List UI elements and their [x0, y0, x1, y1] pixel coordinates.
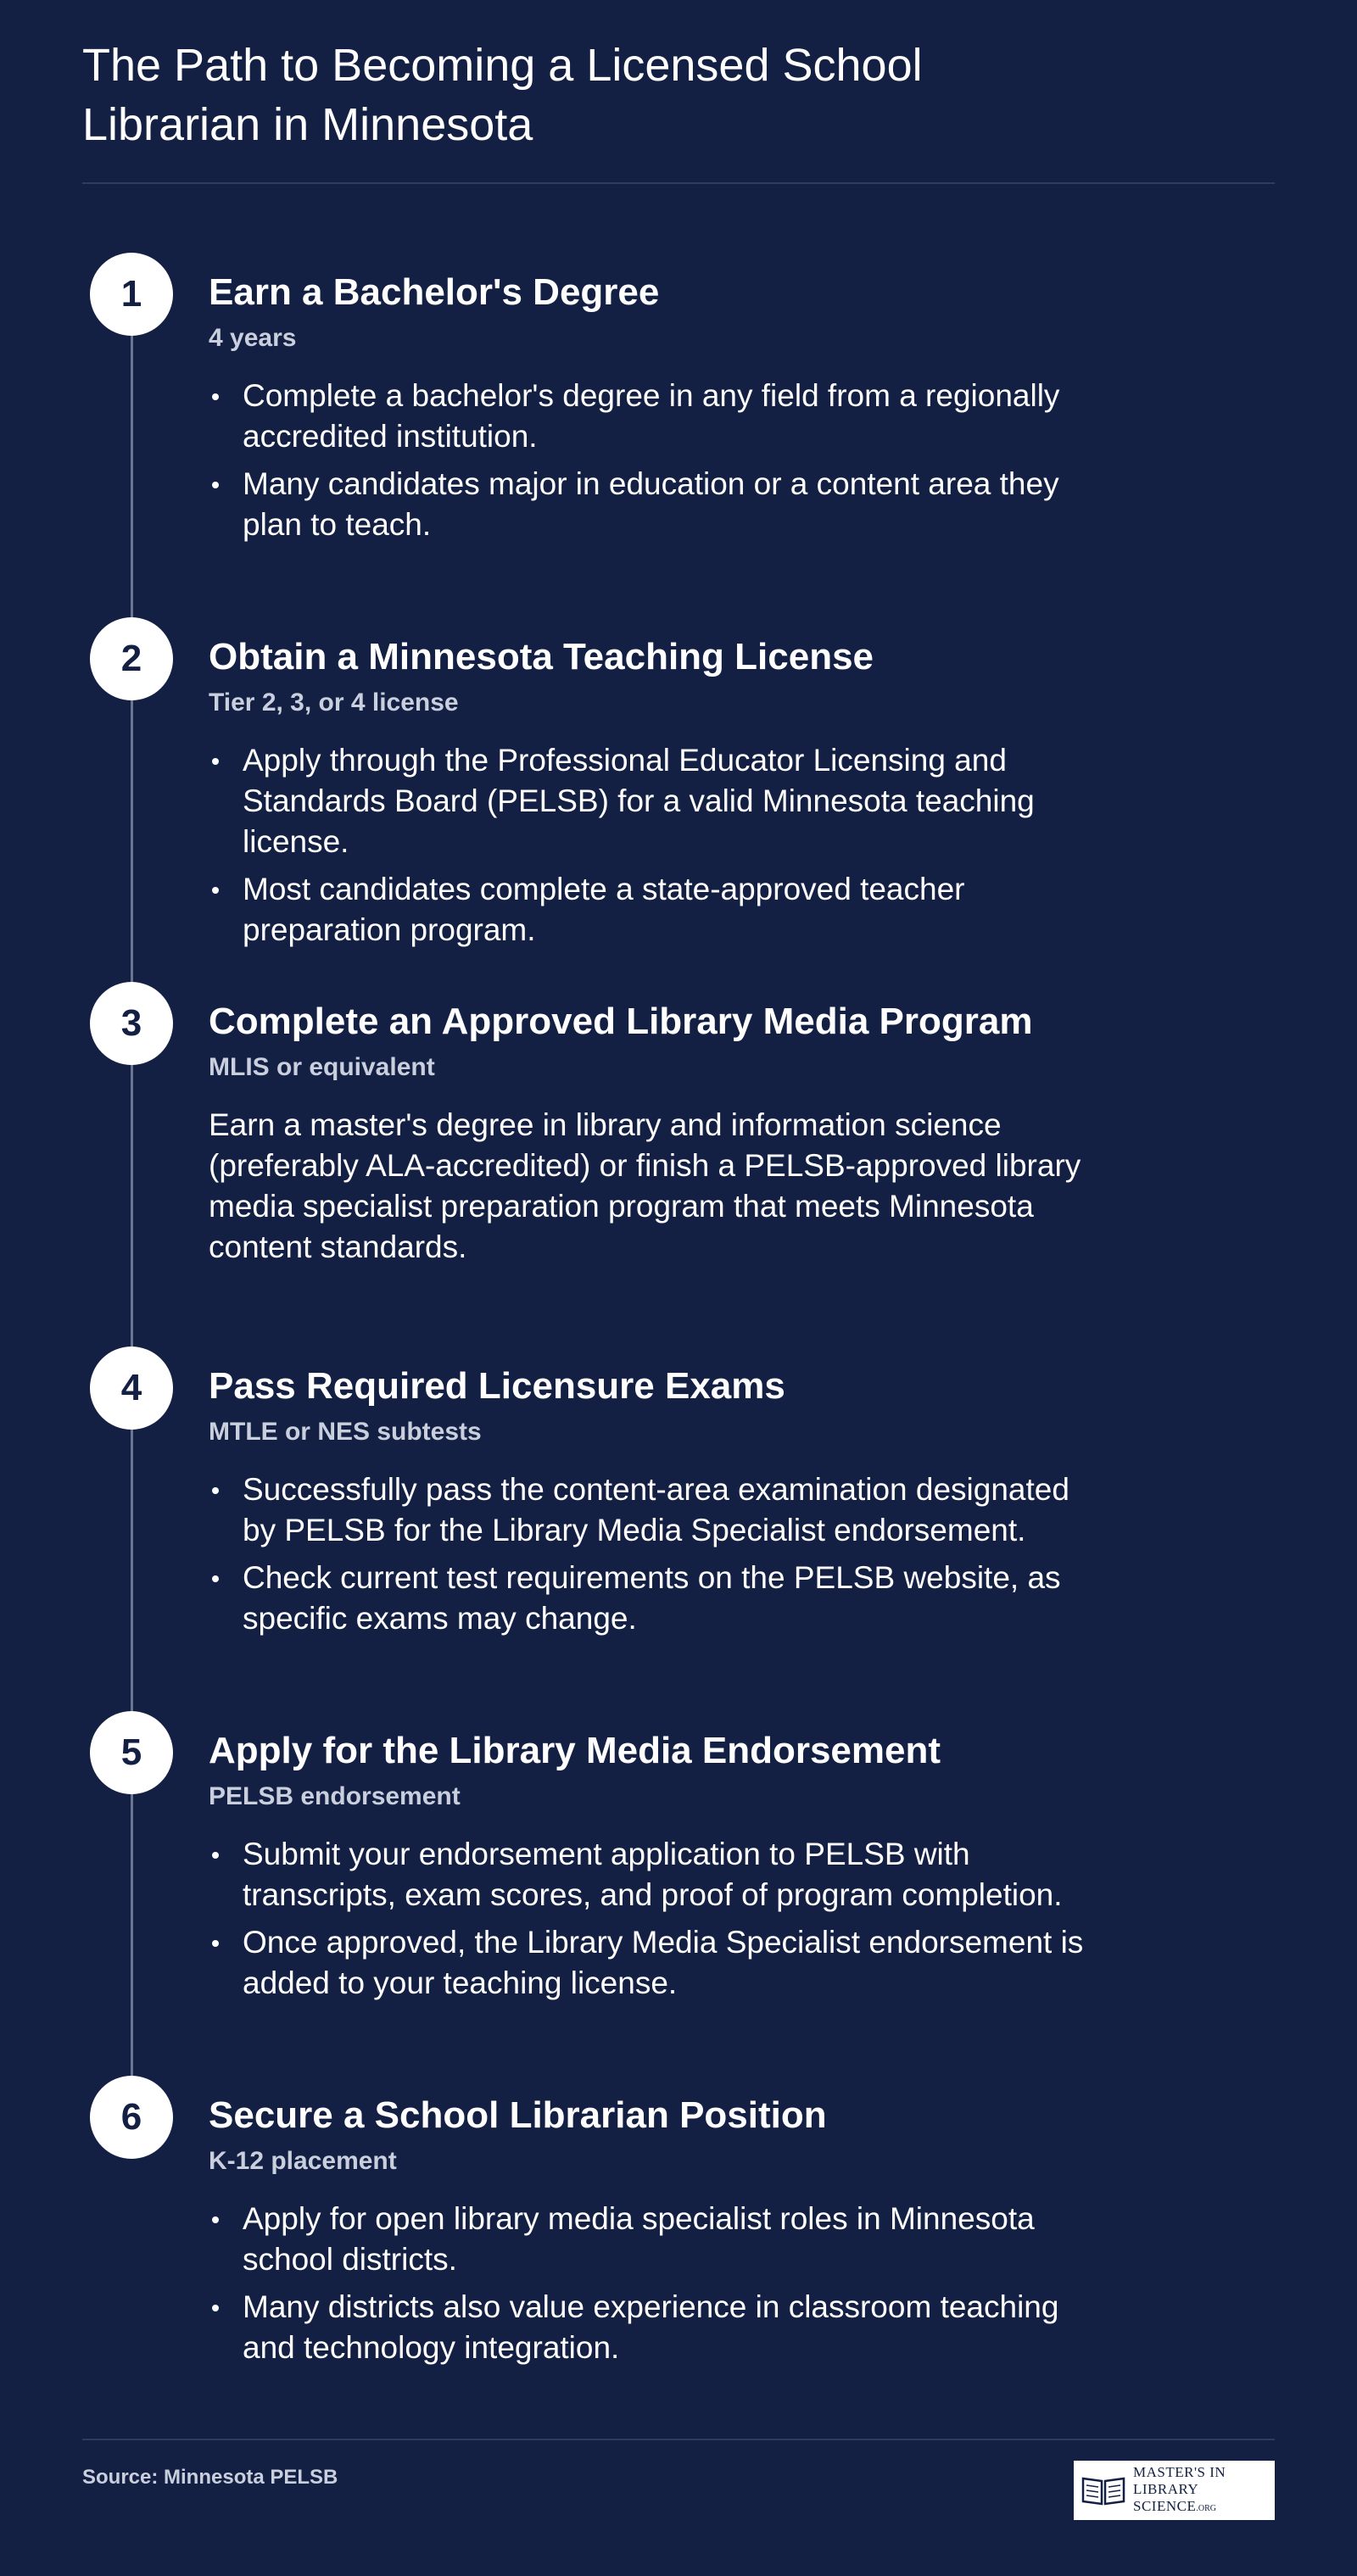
footer-divider — [82, 2439, 1275, 2440]
step-number-badge: 1 — [90, 253, 173, 336]
step-subtitle: Tier 2, 3, or 4 license — [209, 689, 459, 716]
step-number-badge: 6 — [90, 2076, 173, 2159]
bullet-item: Apply through the Professional Educator Licensing and Standards Board (PELSB) for a valid Minnesota teaching license. — [209, 740, 1099, 862]
step-number-badge: 4 — [90, 1347, 173, 1430]
step-number-badge: 3 — [90, 982, 173, 1065]
step-title: Obtain a Minnesota Teaching License — [209, 636, 874, 677]
step-title: Apply for the Library Media Endorsement — [209, 1730, 941, 1771]
step-bullet-list — [209, 2199, 1099, 2368]
bullet-item: Complete a bachelor's degree in any field from a regionally accredited institution. — [209, 376, 1099, 457]
step-content — [209, 1363, 1099, 1646]
page-title: The Path to Becoming a Licensed School Librarian in Minnesota — [82, 40, 923, 150]
logo-line-2: LIBRARY SCIENCE.ORG — [1133, 2480, 1216, 2514]
bullet-item: Many candidates major in education or a content area they plan to teach. — [209, 464, 1099, 545]
step-title: Pass Required Licensure Exams — [209, 1365, 785, 1407]
open-book-icon — [1081, 2473, 1126, 2507]
bullet-item: Successfully pass the content-area examination designated by PELSB for the Library Media Specialist endorsement. — [209, 1469, 1099, 1551]
step-title: Complete an Approved Library Media Program — [209, 1001, 1033, 1042]
step-number-badge: 2 — [90, 617, 173, 700]
step-subtitle: K-12 placement — [209, 2147, 397, 2175]
bullet-item: Once approved, the Library Media Specialist endorsement is added to your teaching license. — [209, 1922, 1099, 2004]
step-subtitle: 4 years — [209, 324, 297, 352]
step-subtitle: MTLE or NES subtests — [209, 1418, 482, 1446]
step-title: Earn a Bachelor's Degree — [209, 271, 660, 313]
bullet-item: Most candidates complete a state-approved teacher preparation program. — [209, 869, 1099, 951]
bullet-item: Apply for open library media specialist roles in Minnesota school districts. — [209, 2199, 1099, 2280]
step-content — [209, 269, 1099, 552]
step-number-badge: 5 — [90, 1711, 173, 1794]
step-bullet-list — [209, 1834, 1099, 2004]
step-content — [209, 2092, 1099, 2375]
bullet-item: Many districts also value experience in classroom teaching and technology integration. — [209, 2287, 1099, 2368]
timeline-line — [131, 293, 133, 2116]
step-subtitle: PELSB endorsement — [209, 1782, 461, 1810]
logo-line-1: MASTER'S IN — [1133, 2463, 1226, 2480]
step-description: Earn a master's degree in library and information science (preferably ALA-accredited) or finish a PELSB-approved library media specialist preparation program that meets Minnesota content standards. — [209, 1107, 1081, 1264]
source-note: Source: Minnesota PELSB — [82, 2466, 338, 2489]
site-logo[interactable] — [1074, 2461, 1275, 2520]
logo-wordmark — [1133, 2464, 1268, 2517]
step-subtitle: MLIS or equivalent — [209, 1053, 435, 1081]
bullet-item: Check current test requirements on the PELSB website, as specific exams may change. — [209, 1558, 1099, 1639]
step-bullet-list — [209, 1469, 1099, 1639]
bullet-item: Submit your endorsement application to PELSB with transcripts, exam scores, and proof of program completion. — [209, 1834, 1099, 1915]
header-divider — [82, 182, 1275, 184]
step-bullet-list — [209, 376, 1099, 545]
step-content — [209, 1727, 1099, 2010]
step-title: Secure a School Librarian Position — [209, 2094, 827, 2136]
step-content — [209, 998, 1099, 1268]
step-content — [209, 633, 1099, 957]
step-bullet-list — [209, 740, 1099, 951]
